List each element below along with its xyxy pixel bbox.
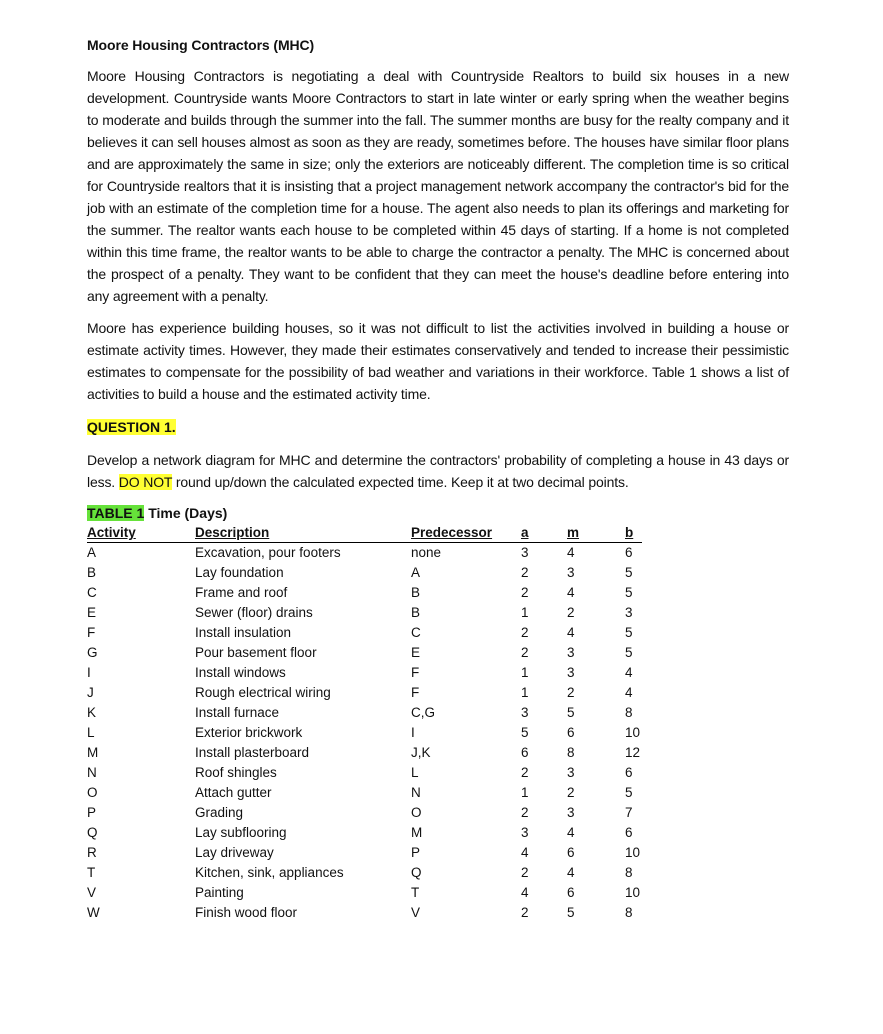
cell-description: Frame and roof [195, 585, 288, 600]
cell-predecessor: E [411, 645, 421, 660]
table-row [87, 663, 642, 683]
document-page [87, 34, 789, 923]
experience-paragraph: Moore has experience building houses, so it was not difficult to list the activities involved in building a house or estimate activity times. However, they made their estimates conservatively and tended to increase their pessimistic estimates to compensate for the possibility of bad weather and variations in their workforce. Table 1 shows a list of activities to build a house and the estimated activity time. [87, 320, 789, 402]
cell-a: 2 [521, 645, 529, 660]
table-row [87, 563, 642, 583]
table-row [87, 543, 642, 564]
header-b: b [625, 523, 642, 543]
table-row [87, 883, 642, 903]
table-row [87, 763, 642, 783]
question-text-after: round up/down the calculated expected time. Keep it at two decimal points. [175, 474, 629, 490]
cell-b: 10 [625, 725, 641, 740]
question-text-before: Develop a network diagram for MHC and determine the contractors' probability of completing a house in 43 days or less. [87, 452, 789, 490]
cell-m: 4 [567, 545, 575, 560]
table-row [87, 803, 642, 823]
table-row [87, 623, 642, 643]
table-row [87, 743, 642, 763]
cell-description: Lay subflooring [195, 825, 287, 840]
table-row [87, 603, 642, 623]
cell-activity: M [87, 745, 99, 760]
cell-a: 2 [521, 865, 529, 880]
header-predecessor: Predecessor [411, 523, 521, 543]
cell-description: Roof shingles [195, 765, 277, 780]
do-not-highlight: DO NOT [118, 474, 173, 490]
cell-description: Install furnace [195, 705, 280, 720]
cell-a: 1 [521, 605, 529, 620]
cell-b: 5 [625, 565, 633, 580]
table-caption [87, 503, 789, 523]
cell-description: Install plasterboard [195, 745, 310, 760]
cell-description: Excavation, pour footers [195, 545, 341, 560]
header-description: Description [195, 523, 411, 543]
cell-a: 6 [521, 745, 529, 760]
cell-predecessor: F [411, 685, 420, 700]
cell-predecessor: B [411, 605, 421, 620]
cell-b: 4 [625, 665, 633, 680]
cell-predecessor: C,G [411, 705, 436, 720]
cell-predecessor: L [411, 765, 419, 780]
cell-description: Lay driveway [195, 845, 274, 860]
cell-activity: W [87, 905, 100, 920]
cell-predecessor: T [411, 885, 420, 900]
cell-description: Install insulation [195, 625, 292, 640]
cell-activity: V [87, 885, 97, 900]
table-row [87, 703, 642, 723]
cell-m: 3 [567, 765, 575, 780]
header-m: m [567, 523, 625, 543]
table-caption-text: Time (Days) [148, 505, 228, 521]
cell-description: Painting [195, 885, 244, 900]
cell-activity: R [87, 845, 97, 860]
cell-m: 2 [567, 785, 575, 800]
cell-predecessor: I [411, 725, 415, 740]
cell-description: Exterior brickwork [195, 725, 303, 740]
cell-predecessor: none [411, 545, 442, 560]
cell-m: 6 [567, 845, 575, 860]
header-activity: Activity [87, 523, 195, 543]
cell-b: 3 [625, 605, 633, 620]
document-title: Moore Housing Contractors (MHC) [87, 37, 315, 53]
cell-a: 4 [521, 845, 529, 860]
cell-b: 5 [625, 585, 633, 600]
cell-activity: C [87, 585, 97, 600]
cell-m: 4 [567, 585, 575, 600]
table-header-row [87, 523, 642, 543]
cell-activity: G [87, 645, 98, 660]
cell-predecessor: P [411, 845, 421, 860]
intro-paragraph: Moore Housing Contractors is negotiating a deal with Countryside Realtors to build six houses in a new development. Countryside wants Moore Contractors to start in late winter or early spring when the weather begins to moderate and builds through the summer into the fall. The summer months are busy for the realty company and it believes it can sell houses almost as soon as they are ready, sometimes before. The houses have similar floor plans and are approximately the same in size; only the exteriors are noticeably different. The completion time is so critical for Countryside realtors that it is insisting that a project management network accompany the contractor's bid for the job with an estimate of the completion time for a house. The agent also needs to plan its offerings and marketing for the summer. The realtor wants each house to be completed within 45 days of starting. If a home is not completed within this time frame, the realtor wants to be able to charge the contractor a penalty. The MHC is concerned about the prospect of a penalty. They want to be confident that they can meet the house's deadline before entering into any agreement with a penalty. [87, 68, 789, 304]
cell-description: Rough electrical wiring [195, 685, 331, 700]
cell-predecessor: F [411, 665, 420, 680]
cell-b: 5 [625, 625, 633, 640]
cell-m: 5 [567, 705, 575, 720]
cell-description: Attach gutter [195, 785, 272, 800]
cell-predecessor: O [411, 805, 422, 820]
cell-m: 2 [567, 685, 575, 700]
question-text [87, 449, 789, 493]
table-row [87, 723, 642, 743]
cell-a: 3 [521, 705, 529, 720]
cell-predecessor: B [411, 585, 421, 600]
cell-predecessor: V [411, 905, 421, 920]
cell-predecessor: J,K [411, 745, 431, 760]
cell-b: 6 [625, 765, 633, 780]
cell-b: 10 [625, 845, 641, 860]
cell-m: 3 [567, 805, 575, 820]
cell-activity: F [87, 625, 96, 640]
cell-predecessor: N [411, 785, 421, 800]
cell-a: 5 [521, 725, 529, 740]
cell-m: 5 [567, 905, 575, 920]
cell-activity: I [87, 665, 91, 680]
cell-activity: L [87, 725, 95, 740]
cell-m: 4 [567, 825, 575, 840]
table-row [87, 843, 642, 863]
cell-activity: A [87, 545, 97, 560]
table-row [87, 903, 642, 923]
cell-m: 2 [567, 605, 575, 620]
cell-predecessor: C [411, 625, 421, 640]
cell-predecessor: A [411, 565, 421, 580]
cell-activity: T [87, 865, 96, 880]
cell-a: 2 [521, 625, 529, 640]
header-a: a [521, 523, 567, 543]
cell-b: 10 [625, 885, 641, 900]
cell-a: 3 [521, 825, 529, 840]
cell-a: 2 [521, 905, 529, 920]
cell-b: 7 [625, 805, 633, 820]
cell-b: 8 [625, 705, 633, 720]
cell-activity: K [87, 705, 97, 720]
cell-b: 6 [625, 825, 633, 840]
cell-m: 4 [567, 865, 575, 880]
cell-a: 2 [521, 805, 529, 820]
activity-table [87, 523, 642, 923]
cell-b: 4 [625, 685, 633, 700]
question-heading-highlight: QUESTION 1. [87, 419, 176, 435]
cell-activity: E [87, 605, 97, 620]
cell-b: 8 [625, 905, 633, 920]
cell-description: Kitchen, sink, appliances [195, 865, 344, 880]
cell-activity: N [87, 765, 97, 780]
cell-a: 3 [521, 545, 529, 560]
cell-activity: B [87, 565, 97, 580]
cell-a: 1 [521, 665, 529, 680]
table-row [87, 683, 642, 703]
table-row [87, 823, 642, 843]
cell-m: 6 [567, 885, 575, 900]
cell-m: 3 [567, 565, 575, 580]
cell-a: 2 [521, 585, 529, 600]
cell-b: 12 [625, 745, 641, 760]
cell-activity: J [87, 685, 94, 700]
cell-b: 5 [625, 785, 633, 800]
cell-a: 2 [521, 565, 529, 580]
cell-activity: P [87, 805, 97, 820]
cell-b: 6 [625, 545, 633, 560]
cell-description: Grading [195, 805, 244, 820]
cell-m: 6 [567, 725, 575, 740]
table-row [87, 643, 642, 663]
table-row [87, 863, 642, 883]
cell-a: 4 [521, 885, 529, 900]
table-row [87, 783, 642, 803]
table-row [87, 583, 642, 603]
cell-a: 1 [521, 785, 529, 800]
cell-m: 3 [567, 665, 575, 680]
cell-description: Lay foundation [195, 565, 284, 580]
cell-activity: Q [87, 825, 98, 840]
cell-m: 3 [567, 645, 575, 660]
cell-b: 8 [625, 865, 633, 880]
cell-m: 4 [567, 625, 575, 640]
cell-predecessor: Q [411, 865, 422, 880]
cell-predecessor: M [411, 825, 423, 840]
cell-description: Pour basement floor [195, 645, 317, 660]
cell-activity: O [87, 785, 98, 800]
cell-description: Sewer (floor) drains [195, 605, 313, 620]
cell-m: 8 [567, 745, 575, 760]
cell-a: 2 [521, 765, 529, 780]
table-label: TABLE 1 [87, 505, 145, 521]
cell-description: Install windows [195, 665, 286, 680]
cell-description: Finish wood floor [195, 905, 298, 920]
cell-a: 1 [521, 685, 529, 700]
question-heading [87, 416, 789, 438]
cell-b: 5 [625, 645, 633, 660]
